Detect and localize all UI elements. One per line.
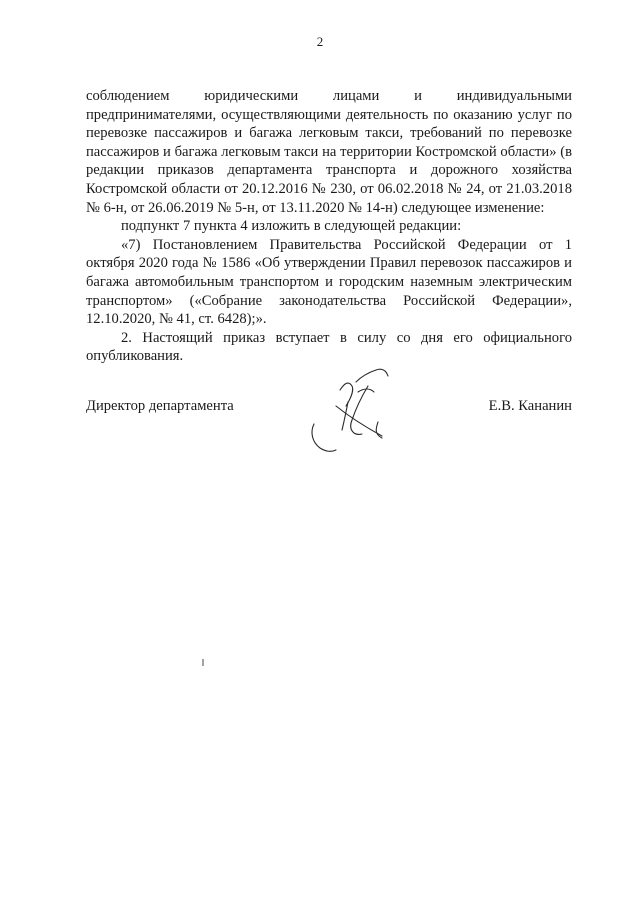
paragraph-subpoint: подпункт 7 пункта 4 изложить в следующей редакции: <box>121 218 462 235</box>
paragraph-quote: «7) Постановлением Правительства Российской Федерации от 1 октября 2020 года № 1586 «Об утверждении Правил перевозок пассажиров и багажа автомобильным транспортом и городским наземным электрическим транспортом» («Собрание законодательства Российской Федерации», 12.10.2020, № 41, ст. 6428);». <box>86 236 572 328</box>
signatory-name: Е.В. Кананин <box>488 398 572 414</box>
scan-artifact-mark <box>200 658 206 668</box>
document-body <box>86 87 572 366</box>
paragraph-effective-date: 2. Настоящий приказ вступает в силу со дня его официального опубликования. <box>86 329 572 365</box>
paragraph-continuation: соблюдением юридическими лицами и индивидуальными предпринимателями, осуществляющими деятельность по оказанию услуг по перевозке пассажиров и багажа легковым такси, требований по перевозке пассажиров и багажа легковым такси на территории Костромской области» (в редакции приказов департамента транспорта и дорожного хозяйства Костромской области от 20.12.2016 № 230, от 06.02.2018 № 24, от 21.03.2018 № 6-н, от 26.06.2019 № 5-н, от 13.11.2020 № 14-н) следующее изменение: <box>86 88 572 216</box>
page-number: 2 <box>316 34 324 49</box>
handwritten-signature <box>296 362 406 462</box>
signatory-position: Директор департамента <box>86 398 234 414</box>
